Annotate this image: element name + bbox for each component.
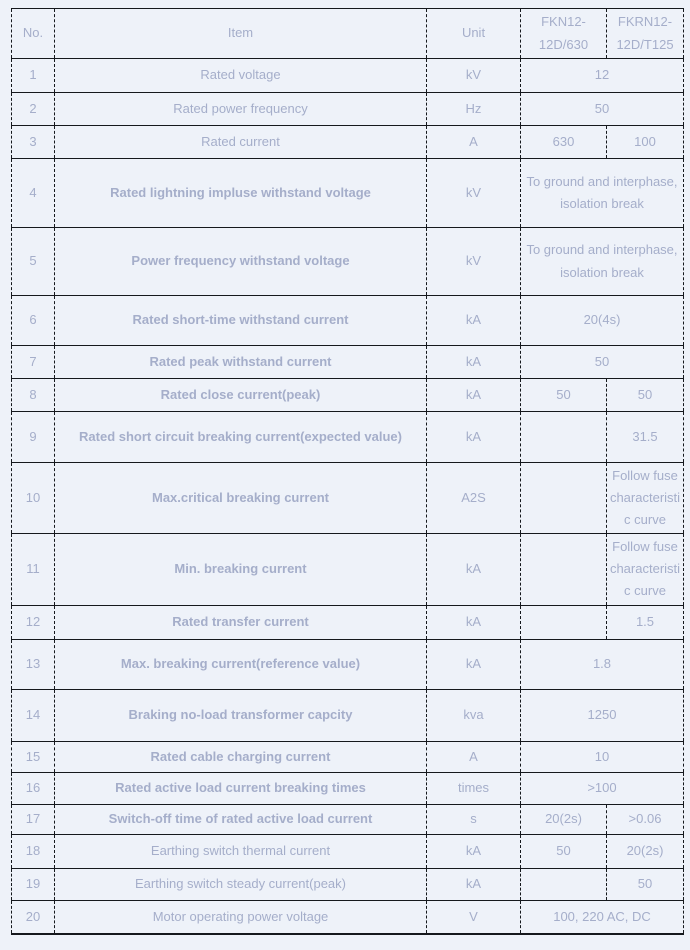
- table-row: [12, 534, 684, 605]
- unit-cell: V: [427, 900, 521, 934]
- unit-cell: kA: [427, 412, 521, 463]
- value-cell-merged: 12: [521, 59, 684, 93]
- row-number-cell: 7: [12, 346, 55, 379]
- row-number-cell: 5: [12, 228, 55, 296]
- row-number-cell: 13: [12, 639, 55, 689]
- item-cell: Earthing switch steady current(peak): [55, 868, 427, 900]
- table-row: [12, 228, 684, 296]
- unit-cell: A2S: [427, 463, 521, 534]
- table-row: [12, 605, 684, 639]
- table-row: [12, 741, 684, 772]
- unit-cell: kV: [427, 59, 521, 93]
- table-row: [12, 126, 684, 159]
- value-cell-fkrn: 100: [607, 126, 684, 159]
- unit-cell: kA: [427, 346, 521, 379]
- row-number-cell: 2: [12, 93, 55, 126]
- value-cell-merged: To ground and interphase, isolation break: [521, 228, 684, 296]
- unit-cell: Hz: [427, 93, 521, 126]
- unit-cell: times: [427, 772, 521, 804]
- header-no: No.: [12, 9, 55, 59]
- header-unit: Unit: [427, 9, 521, 59]
- value-cell-merged: 20(4s): [521, 296, 684, 346]
- table-row: [12, 346, 684, 379]
- item-cell: Rated power frequency: [55, 93, 427, 126]
- row-number-cell: 16: [12, 772, 55, 804]
- table-row: [12, 59, 684, 93]
- item-cell: Earthing switch thermal current: [55, 834, 427, 868]
- specification-table: [11, 8, 684, 935]
- header-item: Item: [55, 9, 427, 59]
- table-row: [12, 159, 684, 228]
- row-number-cell: 17: [12, 804, 55, 834]
- item-cell: Rated transfer current: [55, 605, 427, 639]
- table-row: [12, 463, 684, 534]
- row-number-cell: 10: [12, 463, 55, 534]
- item-cell: Max. breaking current(reference value): [55, 639, 427, 689]
- unit-cell: kA: [427, 639, 521, 689]
- specification-table-body: [12, 9, 684, 935]
- table-row: [12, 296, 684, 346]
- row-number-cell: 8: [12, 379, 55, 412]
- header-model-fkrn12: FKRN12-12D/T125: [607, 9, 684, 59]
- value-cell-fkn: 630: [521, 126, 607, 159]
- value-cell-fkn: [521, 605, 607, 639]
- row-number-cell: 11: [12, 534, 55, 605]
- table-row: [12, 689, 684, 741]
- table-row: [12, 868, 684, 900]
- unit-cell: kA: [427, 834, 521, 868]
- unit-cell: A: [427, 741, 521, 772]
- row-number-cell: 6: [12, 296, 55, 346]
- table-row: [12, 93, 684, 126]
- value-cell-fkn: [521, 868, 607, 900]
- value-cell-fkn: [521, 412, 607, 463]
- item-cell: Braking no-load transformer capcity: [55, 689, 427, 741]
- table-row: [12, 772, 684, 804]
- value-cell-fkrn: 50: [607, 379, 684, 412]
- table-row: [12, 900, 684, 934]
- value-cell-fkn: 50: [521, 379, 607, 412]
- value-cell-merged: To ground and interphase, isolation break: [521, 159, 684, 228]
- unit-cell: kV: [427, 228, 521, 296]
- item-cell: Min. breaking current: [55, 534, 427, 605]
- value-cell-fkn: 50: [521, 834, 607, 868]
- value-cell-merged: 100, 220 AC, DC: [521, 900, 684, 934]
- item-cell: Rated short-time withstand current: [55, 296, 427, 346]
- value-cell-fkrn: 1.5: [607, 605, 684, 639]
- unit-cell: A: [427, 126, 521, 159]
- header-model-fkn12: FKN12-12D/630: [521, 9, 607, 59]
- item-cell: Rated active load current breaking times: [55, 772, 427, 804]
- item-cell: Rated close current(peak): [55, 379, 427, 412]
- unit-cell: kA: [427, 605, 521, 639]
- table-row: [12, 379, 684, 412]
- row-number-cell: 19: [12, 868, 55, 900]
- unit-cell: kA: [427, 534, 521, 605]
- table-row: [12, 834, 684, 868]
- value-cell-merged: >100: [521, 772, 684, 804]
- value-cell-merged: 50: [521, 93, 684, 126]
- row-number-cell: 3: [12, 126, 55, 159]
- row-number-cell: 9: [12, 412, 55, 463]
- value-cell-fkn: [521, 463, 607, 534]
- unit-cell: kA: [427, 296, 521, 346]
- value-cell-merged: 10: [521, 741, 684, 772]
- unit-cell: kva: [427, 689, 521, 741]
- table-row: [12, 639, 684, 689]
- item-cell: Rated lightning impluse withstand voltage: [55, 159, 427, 228]
- value-cell-fkrn: 20(2s): [607, 834, 684, 868]
- value-cell-merged: 50: [521, 346, 684, 379]
- row-number-cell: 15: [12, 741, 55, 772]
- item-cell: Rated cable charging current: [55, 741, 427, 772]
- row-number-cell: 1: [12, 59, 55, 93]
- value-cell-fkrn: 31.5: [607, 412, 684, 463]
- unit-cell: s: [427, 804, 521, 834]
- item-cell: Rated peak withstand current: [55, 346, 427, 379]
- value-cell-fkn: 20(2s): [521, 804, 607, 834]
- table-row: [12, 804, 684, 834]
- value-cell-fkrn: >0.06: [607, 804, 684, 834]
- row-number-cell: 4: [12, 159, 55, 228]
- header-row: [12, 9, 684, 59]
- value-cell-fkrn: Follow fuse characteristic curve: [607, 534, 684, 605]
- value-cell-fkrn: 50: [607, 868, 684, 900]
- unit-cell: kA: [427, 868, 521, 900]
- unit-cell: kV: [427, 159, 521, 228]
- value-cell-merged: 1.8: [521, 639, 684, 689]
- table-row: [12, 412, 684, 463]
- value-cell-fkn: [521, 534, 607, 605]
- item-cell: Rated current: [55, 126, 427, 159]
- item-cell: Rated short circuit breaking current(expected value): [55, 412, 427, 463]
- row-number-cell: 14: [12, 689, 55, 741]
- row-number-cell: 18: [12, 834, 55, 868]
- row-number-cell: 20: [12, 900, 55, 934]
- item-cell: Motor operating power voltage: [55, 900, 427, 934]
- item-cell: Max.critical breaking current: [55, 463, 427, 534]
- item-cell: Rated voltage: [55, 59, 427, 93]
- value-cell-fkrn: Follow fuse characteristic curve: [607, 463, 684, 534]
- row-number-cell: 12: [12, 605, 55, 639]
- item-cell: Switch-off time of rated active load current: [55, 804, 427, 834]
- item-cell: Power frequency withstand voltage: [55, 228, 427, 296]
- value-cell-merged: 1250: [521, 689, 684, 741]
- unit-cell: kA: [427, 379, 521, 412]
